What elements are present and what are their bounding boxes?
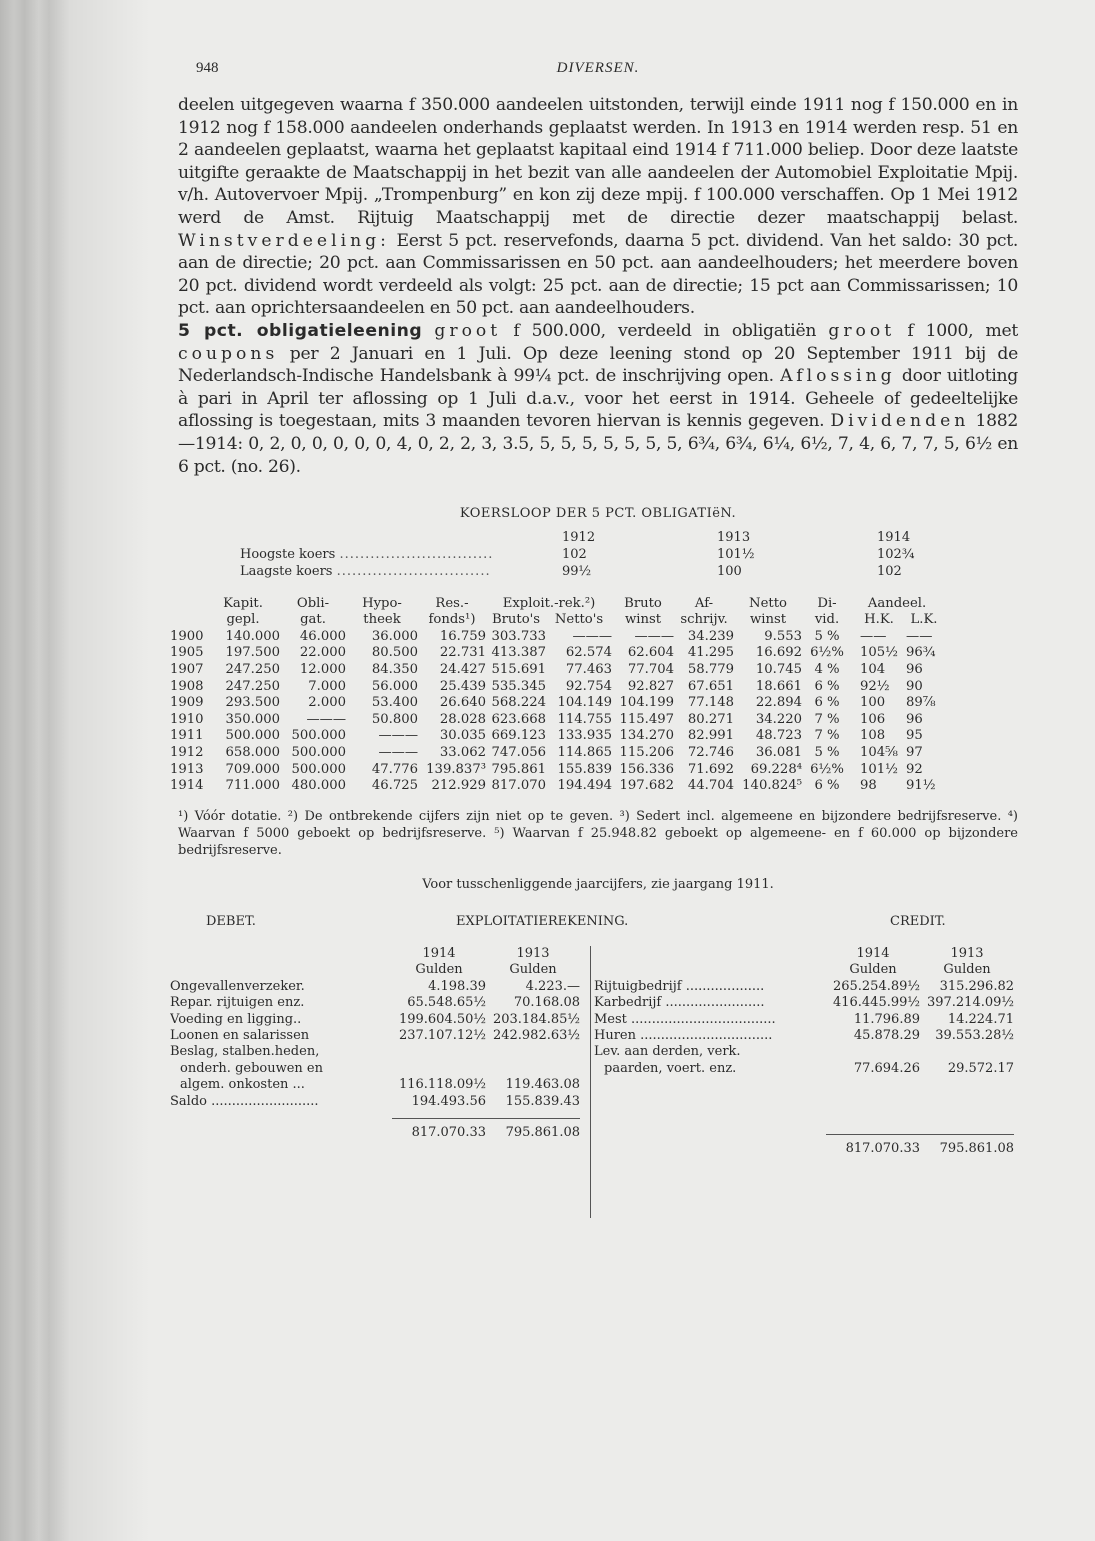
value-cell: 46.000 (299, 628, 346, 644)
body-text (178, 94, 1018, 478)
year-cell: 1905 (170, 645, 204, 661)
value-cell: 212.929 (431, 778, 486, 794)
value-cell: 84.350 (371, 662, 418, 678)
value-cell: 62.604 (627, 645, 674, 661)
dividenden-label: Dividenden (830, 411, 970, 432)
page (170, 60, 1018, 1157)
debet-unit-row: Gulden Gulden (415, 962, 557, 978)
value-cell: 500.000 (291, 761, 346, 777)
value-cell: 77.148 (687, 695, 734, 711)
value-cell: 6 % (814, 695, 840, 711)
value-cell: 92.827 (627, 678, 674, 694)
credit-rows (594, 979, 1014, 1077)
exploitatie-header (178, 914, 1018, 936)
credit-side (590, 946, 1014, 1218)
stats-row (170, 645, 942, 662)
value-cell: 72.746 (687, 745, 734, 761)
stats-row (170, 711, 942, 728)
value-cell: 568.224 (491, 695, 546, 711)
value-cell: 247.250 (225, 662, 280, 678)
value-cell: 140.824⁵ (742, 778, 802, 794)
value-cell: 89⅞ (906, 695, 936, 711)
value-cell: 7 % (814, 728, 840, 744)
page-header (178, 60, 1018, 94)
value-cell: 62.574 (565, 645, 612, 661)
value-cell: 92.754 (565, 678, 612, 694)
koersloop-row-hoogste: Hoogste koers .............................. 102 101½ 102¾ (240, 547, 915, 563)
value-cell: 156.336 (619, 761, 674, 777)
value-cell: 500.000 (291, 745, 346, 761)
value-cell: 26.640 (439, 695, 486, 711)
year-cell: 1914 (170, 778, 204, 794)
binding-fade (70, 0, 150, 1541)
year-cell: 1912 (170, 745, 204, 761)
value-cell: 58.779 (687, 662, 734, 678)
value-cell: 16.759 (439, 628, 486, 644)
debet-total-row: 817.070.33 795.861.08 (411, 1124, 580, 1140)
value-cell: 500.000 (225, 728, 280, 744)
footnotes (178, 808, 1018, 859)
value-cell: 500.000 (291, 728, 346, 744)
credit-row: Mest ................................... 11.796.89 14.224.71 (594, 1011, 1014, 1027)
value-cell: 101½ (860, 761, 898, 777)
value-cell: 12.000 (299, 662, 346, 678)
debet-row: onderh. gebouwen en (180, 1060, 323, 1076)
value-cell: 4 % (814, 662, 840, 678)
credit-row: Karbedrijf ........................ 416.445.99½ 397.214.09½ (594, 995, 1014, 1011)
value-cell: 92½ (860, 678, 890, 694)
paragraph-obligatieleening: 5 pct. obligatieleening groot f 500.000, verdeeld in obligatiën groot f 1000, met coupons per 2 Januari en 1 Juli. Op deze leening stond op 20 September 1911 bij de Nederlandsch-Indische Handelsbank à 99¼ pct. de inschrijving open. Aflossing door uitloting à pari in April ter aflossing op 1 Juli d.a.v., voor het eerst in 1914. Geheele of gedeeltelijke aflossing is toegestaan, mits 3 maanden tevoren hiervan is kennis gegeven. Dividenden 1882—1914: 0, 2, 0, 0, 0, 0, 0, 4, 0, 2, 2, 3, 3.5, 5, 5, 5, 5, 5, 5, 5, 6¾, 6¾, 6¼, 6½, 7, 4, 6, 7, 7, 5, 6½ en 6 pct. (no. 26). (178, 320, 1018, 477)
value-cell: 747.056 (491, 745, 546, 761)
value-cell: 669.123 (491, 728, 546, 744)
credit-year-row: 1914 1913 (856, 946, 984, 962)
value-cell: 106 (860, 711, 886, 727)
value-cell: 80.271 (687, 711, 734, 727)
value-cell: —— (906, 628, 933, 644)
debet-year-row: 1914 1913 (422, 946, 550, 962)
value-cell: 114.865 (557, 745, 612, 761)
value-cell: 795.861 (491, 761, 546, 777)
value-cell: 194.494 (557, 778, 612, 794)
value-cell: 6½% (810, 645, 844, 661)
value-cell: 350.000 (225, 711, 280, 727)
value-cell: 71.692 (687, 761, 734, 777)
value-cell: 303.733 (491, 628, 546, 644)
running-title: DIVERSEN. (556, 60, 640, 76)
year-cell: 1907 (170, 662, 204, 678)
stats-row (170, 777, 942, 794)
value-cell: 480.000 (291, 778, 346, 794)
koersloop-row-laagste: Laagste koers .............................. 99½ 100 102 (240, 564, 902, 580)
aflossing-label: Aflossing (780, 366, 896, 387)
value-cell: 139.837³ (426, 761, 486, 777)
value-cell: 97 (906, 745, 923, 761)
year-cell: 1913 (170, 761, 204, 777)
value-cell: 36.000 (371, 628, 418, 644)
value-cell: 96 (906, 711, 923, 727)
value-cell: 623.668 (491, 711, 546, 727)
value-cell: 28.028 (439, 711, 486, 727)
debet-row: Ongevallenverzeker. 4.198.39 4.223.— (170, 978, 580, 994)
value-cell: 817.070 (491, 778, 546, 794)
value-cell: 108 (860, 728, 886, 744)
value-cell: 96 (906, 662, 923, 678)
page-number: 948 (196, 60, 219, 76)
value-cell: 100 (860, 695, 886, 711)
value-cell: ——— (634, 628, 674, 644)
value-cell: ——— (378, 745, 418, 761)
value-cell: 7 % (814, 711, 840, 727)
value-cell: 25.439 (439, 678, 486, 694)
value-cell: 95 (906, 728, 923, 744)
value-cell: 114.755 (557, 711, 612, 727)
credit-label: CREDIT. (890, 914, 946, 930)
obligatieleening-heading: 5 pct. obligatieleening (178, 320, 423, 341)
debet-rows (170, 979, 580, 1110)
debet-row: Beslag, stalben.heden, (170, 1044, 320, 1060)
value-cell: 33.062 (439, 745, 486, 761)
winstverdeeling-label: Winstverdeeling: (178, 230, 390, 251)
value-cell: 133.935 (557, 728, 612, 744)
value-cell: 5 % (814, 745, 840, 761)
koersloop-title: KOERSLOOP DER 5 PCT. OBLIGATIëN. (459, 506, 737, 522)
value-cell: 48.723 (755, 728, 802, 744)
stats-header-row-1: Kapit. Obli- Hypo- Res.- Exploit.-rek.²) Bruto Af- Netto Di- Aandeel. (223, 596, 927, 612)
credit-total-rule (826, 1134, 1014, 1135)
credit-total-row: 817.070.33 795.861.08 (845, 1141, 1014, 1157)
stats-body (170, 628, 942, 794)
value-cell: 104.149 (557, 695, 612, 711)
value-cell: 24.427 (439, 662, 486, 678)
value-cell: 47.776 (371, 761, 418, 777)
value-cell: 9.553 (764, 628, 802, 644)
value-cell: 5 % (814, 628, 840, 644)
value-cell: 30.035 (439, 728, 486, 744)
debet-row: Saldo .......................... 194.493.56 155.839.43 (170, 1093, 580, 1109)
value-cell: 22.731 (439, 645, 486, 661)
value-cell: 41.295 (687, 645, 734, 661)
value-cell: 197.682 (619, 778, 674, 794)
credit-unit-row: Gulden Gulden (849, 962, 991, 978)
stats-row (170, 661, 942, 678)
value-cell: —— (860, 628, 887, 644)
value-cell: 6 % (814, 678, 840, 694)
financial-statistics-table (170, 596, 942, 794)
value-cell: 115.497 (619, 711, 674, 727)
value-cell: 709.000 (225, 761, 280, 777)
value-cell: 115.206 (619, 745, 674, 761)
value-cell: ——— (572, 628, 612, 644)
value-cell: 6 % (814, 778, 840, 794)
value-cell: 515.691 (491, 662, 546, 678)
stats-row (170, 628, 942, 645)
value-cell: 46.725 (371, 778, 418, 794)
value-cell: 104⅝ (860, 745, 898, 761)
value-cell: 22.894 (755, 695, 802, 711)
debet-label: DEBET. (206, 914, 256, 930)
stats-row (170, 744, 942, 761)
value-cell: 98 (860, 778, 877, 794)
value-cell: 80.500 (371, 645, 418, 661)
value-cell: ——— (378, 728, 418, 744)
debet-row: Voeding en ligging.. 199.604.50½ 203.184.85½ (170, 1011, 580, 1027)
value-cell: 16.692 (755, 645, 802, 661)
value-cell: 658.000 (225, 745, 280, 761)
value-cell: 50.800 (371, 711, 418, 727)
year-cell: 1908 (170, 678, 204, 694)
value-cell: 197.500 (225, 645, 280, 661)
debet-total-rule (392, 1118, 580, 1119)
jaarcijfers-note: Voor tusschenliggende jaarcijfers, zie jaargang 1911. (422, 877, 774, 893)
value-cell: 96¾ (906, 645, 936, 661)
value-cell: 56.000 (371, 678, 418, 694)
value-cell: 18.661 (755, 678, 802, 694)
stats-row (170, 761, 942, 778)
value-cell: 247.250 (225, 678, 280, 694)
credit-row: Huren ................................ 45.878.29 39.553.28½ (594, 1027, 1014, 1043)
value-cell: ——— (306, 711, 346, 727)
value-cell: 92 (906, 761, 923, 777)
value-cell: 293.500 (225, 695, 280, 711)
value-cell: 105½ (860, 645, 898, 661)
stats-row (170, 728, 942, 745)
credit-row: paarden, voert. enz. 77.694.26 29.572.17 (604, 1060, 1014, 1076)
year-cell: 1900 (170, 628, 204, 644)
debet-side (170, 946, 580, 1141)
koersloop-table (240, 529, 977, 580)
value-cell: 53.400 (371, 695, 418, 711)
value-cell: 34.220 (755, 711, 802, 727)
stats-row (170, 694, 942, 711)
value-cell: 134.270 (619, 728, 674, 744)
value-cell: 2.000 (308, 695, 346, 711)
value-cell: 535.345 (491, 678, 546, 694)
year-cell: 1911 (170, 728, 204, 744)
koersloop-year-row: 1912 1913 1914 (562, 530, 911, 546)
stats-header-row-2: gepl. gat. theek fonds¹) Bruto's Netto's winst schrijv. winst vid. H.K. L.K. (226, 612, 938, 628)
debet-row: Repar. rijtuigen enz. 65.548.65½ 70.168.08 (170, 995, 580, 1011)
book-binding-shadow (0, 0, 70, 1541)
value-cell: 413.387 (491, 645, 546, 661)
credit-row: Lev. aan derden, verk. (594, 1044, 741, 1060)
value-cell: 77.704 (627, 662, 674, 678)
value-cell: 34.239 (687, 628, 734, 644)
value-cell: 36.081 (755, 745, 802, 761)
value-cell: 711.000 (225, 778, 280, 794)
paragraph-company-history: deelen uitgegeven waarna f 350.000 aandeelen uitstonden, terwijl einde 1911 nog f 150.000 en in 1912 nog f 158.000 aandeelen onderhands geplaatst werden. In 1913 en 1914 werden resp. 51 en 2 aandeelen geplaatst, waarna het geplaatst kapitaal eind 1914 f 711.000 beliep. Door deze laatste uitgifte geraakte de Maatschappij in het bezit van alle aandeelen der Automobiel Exploitatie Mpij. v/h. Autovervoer Mpij. „Trompenburg” en kon zij deze mpij. f 100.000 verschaffen. Op 1 Mei 1912 werd de Amst. Rijtuig Maatschappij met de directie dezer maatschappij belast. Winstverdeeling: Eerst 5 pct. reservefonds, daarna 5 pct. dividend. Van het saldo: 30 pct. aan de directie; 20 pct. aan Commissarissen en 50 pct. aan aandeelhouders; het meerdere boven 20 pct. dividend wordt verdeeld als volgt: 25 pct. aan de directie; 15 pct aan Commissarissen; 10 pct. aan oprichtersaandeelen en 50 pct. aan aandeelhouders. (178, 95, 1018, 319)
value-cell: 69.228⁴ (750, 761, 802, 777)
year-cell: 1910 (170, 711, 204, 727)
value-cell: 82.991 (687, 728, 734, 744)
year-cell: 1909 (170, 695, 204, 711)
value-cell: 77.463 (565, 662, 612, 678)
value-cell: 140.000 (225, 628, 280, 644)
debet-row: algem. onkosten ... 116.118.09½ 119.463.08 (180, 1077, 580, 1093)
value-cell: 44.704 (687, 778, 734, 794)
value-cell: 10.745 (755, 662, 802, 678)
credit-row: Rijtuigbedrijf ................... 265.254.89½ 315.296.82 (594, 978, 1014, 994)
value-cell: 155.839 (557, 761, 612, 777)
stats-row (170, 678, 942, 695)
exploitatie-title: EXPLOITATIEREKENING. (456, 914, 629, 930)
value-cell: 6½% (810, 761, 844, 777)
value-cell: 7.000 (308, 678, 346, 694)
value-cell: 67.651 (687, 678, 734, 694)
value-cell: 104.199 (619, 695, 674, 711)
value-cell: 104 (860, 662, 886, 678)
value-cell: 91½ (906, 778, 936, 794)
value-cell: 90 (906, 678, 923, 694)
debet-row: Loonen en salarissen 237.107.12½ 242.982.63½ (170, 1027, 580, 1043)
footnote-text: ¹) Vóór dotatie. ²) De ontbrekende cijfers zijn niet op te geven. ³) Sedert incl. algemeene en bijzondere bedrijfsreserve. ⁴) Waarvan f 5000 geboekt op bedrijfsreserve. ⁵) Waarvan f 25.948.82 geboekt op algemeene- en f 60.000 op bijzondere bedrijfsreserve. (178, 809, 1018, 859)
value-cell: 22.000 (299, 645, 346, 661)
